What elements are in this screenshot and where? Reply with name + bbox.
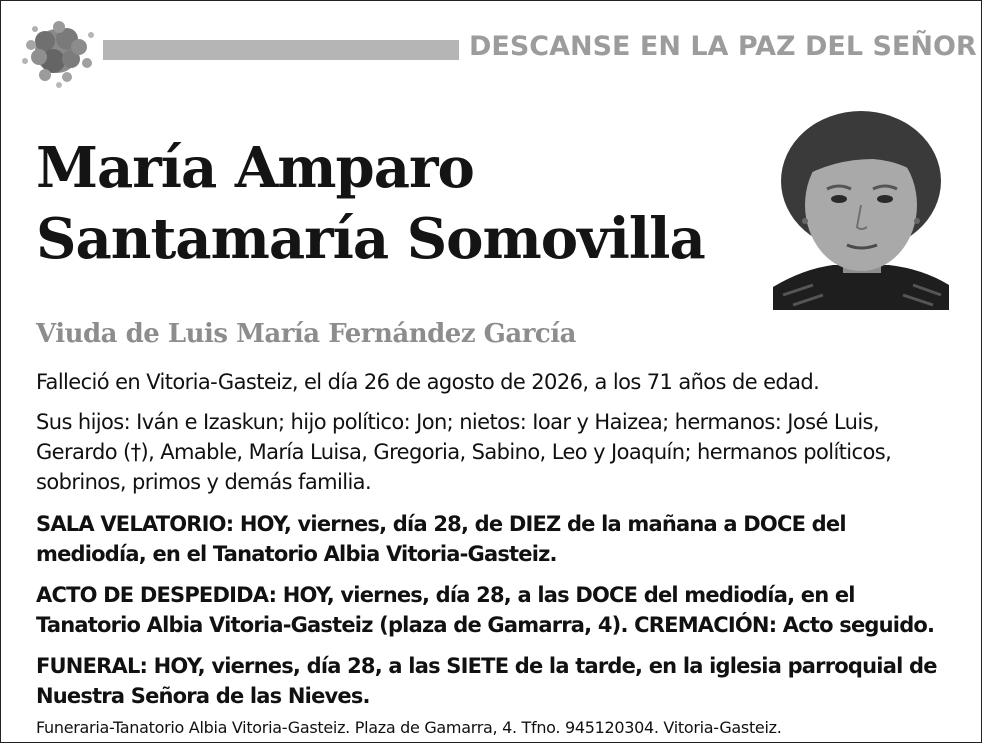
funeral-home-footer: Funeraria-Tanatorio Albia Vitoria-Gasteiz. Plaza de Gamarra, 4. Tfno. 945120304. Vitoria-Gasteiz.	[36, 718, 782, 737]
name-line-2: Santamaría Somovilla	[36, 206, 705, 272]
wake-info: SALA VELATORIO: HOY, viernes, día 28, de DIEZ de la mañana a DOCE del mediodía, en el Tanatorio Albia Vitoria-Gasteiz.	[36, 512, 846, 566]
family-list: Sus hijos: Iván e Izaskun; hijo político: Jon; nietos: Ioar y Haizea; hermanos: José Luis, Gerardo (†), Amable, María Luisa, Gregoria, Sabino, Leo y Joaquín; hermanos políticos, sobrinos, primos y demás familia.	[36, 410, 892, 494]
portrait-photo	[773, 109, 949, 310]
decorative-bar	[103, 40, 459, 60]
deceased-name	[36, 133, 766, 275]
funeral-info: FUNERAL: HOY, viernes, día 28, a las SIETE de la tarde, en la iglesia parroquial de Nuestra Señora de las Nieves.	[36, 654, 937, 708]
subtitle-widow-of: Viuda de Luis María Fernández García	[36, 319, 576, 349]
banner-text: DESCANSE EN LA PAZ DEL SEÑOR	[469, 31, 977, 62]
death-notice: Falleció en Vitoria-Gasteiz, el día 26 de agosto de 2026, a los 71 años de edad.	[36, 370, 820, 394]
header-row	[1, 1, 982, 101]
flower-bouquet-icon	[15, 13, 99, 91]
farewell-info: ACTO DE DESPEDIDA: HOY, viernes, día 28, a las DOCE del mediodía, en el Tanatorio Albia Vitoria-Gasteiz (plaza de Gamarra, 4). CREMACIÓN: Acto seguido.	[36, 583, 935, 637]
name-line-1: María Amparo	[36, 135, 474, 201]
